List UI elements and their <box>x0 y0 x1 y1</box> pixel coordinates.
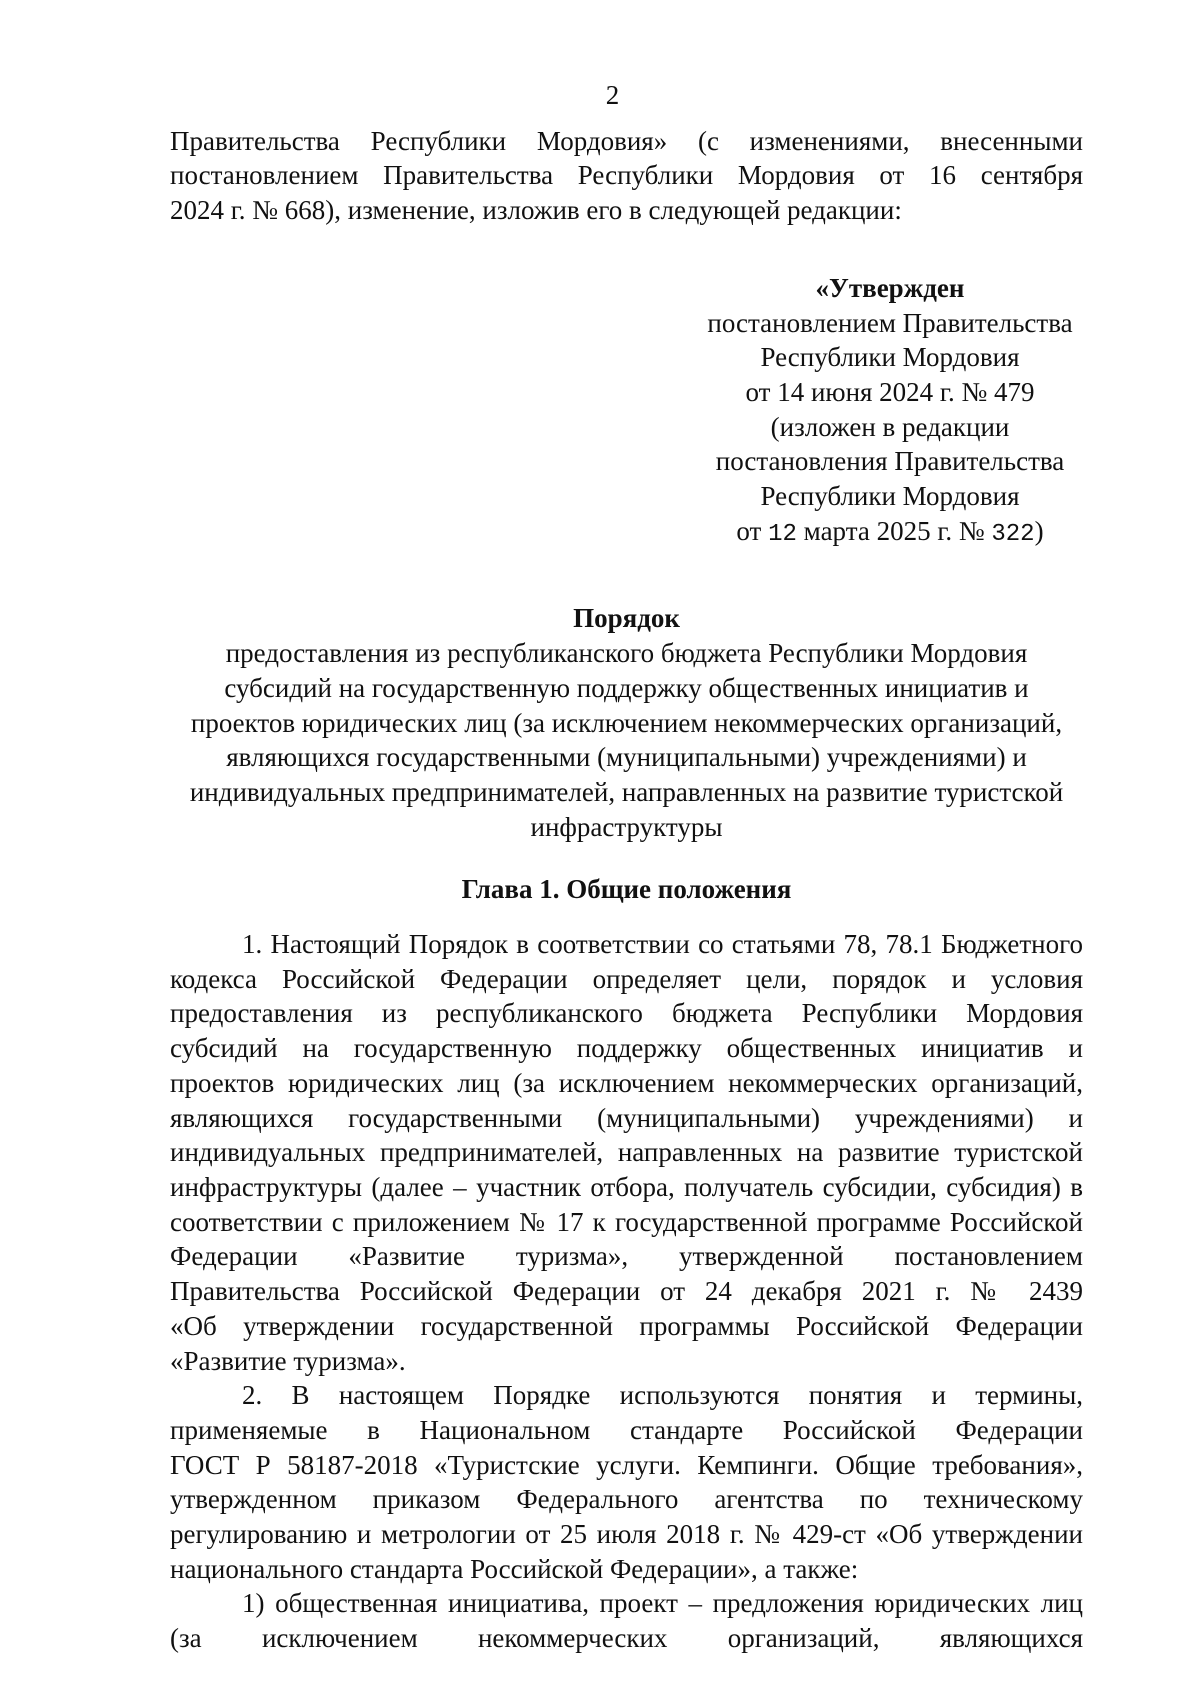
document-title-line-1: предоставления из республиканского бюджета Республики Мордовия <box>225 638 1028 669</box>
paragraph-1 <box>170 927 1083 1378</box>
document-title-line-3: проектов юридических лиц (за исключением некоммерческих организаций, <box>190 707 1063 738</box>
paragraph-2-line-5: регулированию и метрологии от 25 июля 2018 г. № 429-ст «Об утверждении <box>170 1519 1083 1550</box>
intro-line-2: постановлением Правительства Республики Мордовия от 16 сентября <box>170 160 1083 191</box>
paragraph-2 <box>170 1378 1083 1586</box>
paragraph-1-line-12: «Об утверждении государственной программы Российской Федерации <box>170 1310 1083 1341</box>
document-title-line-2: субсидий на государственную поддержку общественных инициатив и <box>224 672 1029 703</box>
approval-date-day: 12 <box>768 520 797 548</box>
paragraph-1-line-5: проектов юридических лиц (за исключением некоммерческих организаций, <box>170 1067 1083 1098</box>
paragraph-1-line-1: 1. Настоящий Порядок в соответствии со статьями 78, 78.1 Бюджетного <box>242 929 1083 960</box>
paragraph-1-line-3: предоставления из республиканского бюджета Республики Мордовия <box>170 998 1083 1029</box>
document-title-heading: Порядок <box>573 603 680 634</box>
approval-decree-number: 322 <box>991 520 1035 548</box>
chapter-1-heading: Глава 1. Общие положения <box>461 874 792 905</box>
document-title-line-5: индивидуальных предпринимателей, направленных на развитие туристской <box>189 776 1064 807</box>
approval-line-3: от 14 июня 2024 г. № 479 <box>745 376 1035 407</box>
approval-heading: «Утвержден <box>815 272 965 303</box>
approval-date-middle: марта 2025 г. № <box>803 515 985 546</box>
document-title-block <box>170 601 1083 844</box>
approval-date-prefix: от <box>736 515 762 546</box>
document-title-line-4: являющихся государственными (муниципальными) учреждениями) и <box>226 742 1027 773</box>
approval-line-4: (изложен в редакции <box>770 411 1010 442</box>
approval-line-1: постановлением Правительства <box>707 307 1073 338</box>
paragraph-2-line-3: ГОСТ Р 58187-2018 «Туристские услуги. Кемпинги. Общие требования», <box>170 1449 1083 1480</box>
paragraph-1-line-13: «Развитие туризма». <box>170 1345 406 1376</box>
document-title-line-6: инфраструктуры <box>530 811 723 842</box>
paragraph-1-line-6: являющихся государственными (муниципальными) учреждениями) и <box>170 1102 1083 1133</box>
approval-date-line <box>697 514 1083 553</box>
paragraph-1-line-9: соответствии с приложением № 17 к государственной программе Российской <box>170 1206 1083 1237</box>
paragraph-2-line-4: утвержденном приказом Федерального агентства по техническому <box>170 1484 1083 1515</box>
intro-paragraph <box>170 124 1083 228</box>
paragraph-1-line-2: кодекса Российской Федерации определяет цели, порядок и условия <box>170 963 1083 994</box>
intro-line-3: 2024 г. № 668), изменение, изложив его в следующей редакции: <box>170 195 902 226</box>
paragraph-1-line-10: Федерации «Развитие туризма», утвержденной постановлением <box>170 1241 1083 1272</box>
paragraph-2-line-2: применяемые в Национальном стандарте Российской Федерации <box>170 1414 1083 1445</box>
approval-line-6: Республики Мордовия <box>760 481 1020 512</box>
paragraph-2-line-1: 2. В настоящем Порядке используются понятия и термины, <box>242 1380 1083 1411</box>
approval-line-2: Республики Мордовия <box>760 342 1020 373</box>
paragraph-1-line-11: Правительства Российской Федерации от 24 декабря 2021 г. № 2439 <box>170 1276 1083 1307</box>
paragraph-1-line-7: индивидуальных предпринимателей, направленных на развитие туристской <box>170 1137 1083 1168</box>
paragraph-1-line-4: субсидий на государственную поддержку общественных инициатив и <box>170 1033 1083 1064</box>
intro-line-1: Правительства Республики Мордовия» (с изменениями, внесенными <box>170 125 1083 156</box>
paragraph-3-line-2: (за исключением некоммерческих организаций, являющихся <box>170 1623 1083 1654</box>
paragraph-1-line-8: инфраструктуры (далее – участник отбора, получатель субсидии, субсидия) в <box>170 1171 1083 1202</box>
paragraph-2-line-6: национального стандарта Российской Федерации», а также: <box>170 1553 859 1584</box>
approval-line-5: постановления Правительства <box>715 446 1065 477</box>
paragraph-3 <box>170 1586 1083 1655</box>
page-number: 2 <box>605 80 620 110</box>
approval-date-suffix: ) <box>1034 515 1044 546</box>
approval-stamp-block <box>170 271 1083 553</box>
paragraph-3-line-1: 1) общественная инициатива, проект – предложения юридических лиц <box>242 1588 1083 1619</box>
